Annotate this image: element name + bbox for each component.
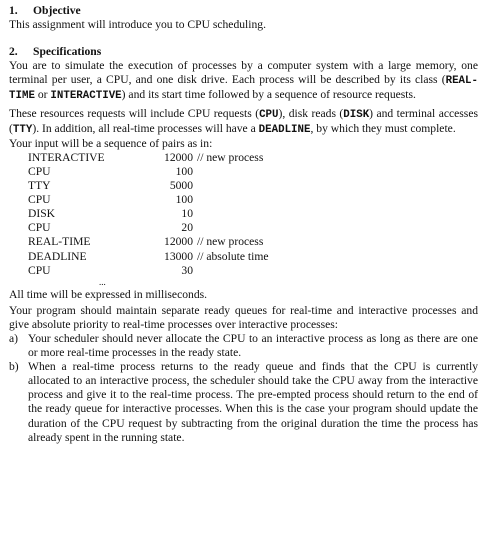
res-text-1: These resources requests will include CPU requests ( xyxy=(9,106,260,120)
objective-text: This assignment will introduce you to CPU scheduling. xyxy=(9,18,266,32)
section-2-title: Specifications xyxy=(33,45,102,59)
list-marker-a: a) xyxy=(9,331,19,345)
section-1-title: Objective xyxy=(33,4,81,17)
list-item xyxy=(9,332,478,360)
res-text-4: ). In addition, all real-time processes will have a xyxy=(32,121,259,135)
table-row: REAL-TIME 12000 // new process xyxy=(28,235,264,249)
table-row: DISK 10 xyxy=(28,207,193,221)
spec-text-3: ) and its start time followed by a sequence of resource requests. xyxy=(121,88,416,102)
code-disk: DISK xyxy=(343,108,370,121)
list-text-b: When a real-time process returns to the ready queue and finds that the CPU is currently allocated to an interactive process, the scheduler should take the CPU away from the interactive process and give it to the real-time process. The pre-empted process should return to the end of the ready queue for interactive processes. When this is the case your program should update the duration of the CPU request by subtracting from the original duration the time the process has already spent in the running state. xyxy=(28,360,478,444)
list-marker-b: b) xyxy=(9,360,19,374)
table-row: CPU 30 xyxy=(28,263,193,277)
table-row: DEADLINE 13000 // absolute time xyxy=(28,249,269,263)
spec-text-1: You are to simulate the execution of processes by a computer system with a large memory, one terminal per user, a CPU, and one disk drive. Each process will be described by its class ( xyxy=(9,59,478,87)
section-1-number: 1. xyxy=(9,4,18,17)
res-text-2: ), disk reads ( xyxy=(278,106,344,120)
code-real-time: REAL-TIME xyxy=(9,75,478,103)
list-item xyxy=(9,360,478,445)
input-example-table xyxy=(28,151,478,288)
queues-paragraph: Your program should maintain separate ready queues for real-time and interactive processes and give absolute priority to real-time processes over interactive processes: xyxy=(9,303,478,331)
input-intro: Your input will be a sequence of pairs as in: xyxy=(9,136,213,150)
table-ellipsis: ... xyxy=(99,276,106,287)
table-row: INTERACTIVE 12000 // new process xyxy=(28,150,264,164)
code-deadline: DEADLINE xyxy=(258,123,311,136)
table-row: CPU 20 xyxy=(28,221,193,235)
list-text-a: Your scheduler should never allocate the CPU to an interactive process as long as there are one or more real-time processes in the ready state. xyxy=(28,331,478,360)
section-1-heading xyxy=(9,4,478,18)
code-tty: TTY xyxy=(12,123,33,136)
table-row: CPU 100 xyxy=(28,164,193,178)
code-cpu: CPU xyxy=(259,108,279,121)
table-row: CPU 100 xyxy=(28,193,193,207)
section-2-heading xyxy=(9,45,478,59)
spec-text-2: or xyxy=(34,88,51,102)
specification-paragraph xyxy=(9,59,478,103)
res-text-5: , by which they must complete. xyxy=(310,121,456,135)
resources-paragraph xyxy=(9,107,478,137)
time-note: All time will be expressed in milliseconds. xyxy=(9,287,208,301)
res-text-3: ) and terminal accesses ( xyxy=(9,106,478,135)
code-interactive: INTERACTIVE xyxy=(50,90,122,103)
table-row: TTY 5000 xyxy=(28,179,193,193)
section-2-number: 2. xyxy=(9,45,18,59)
